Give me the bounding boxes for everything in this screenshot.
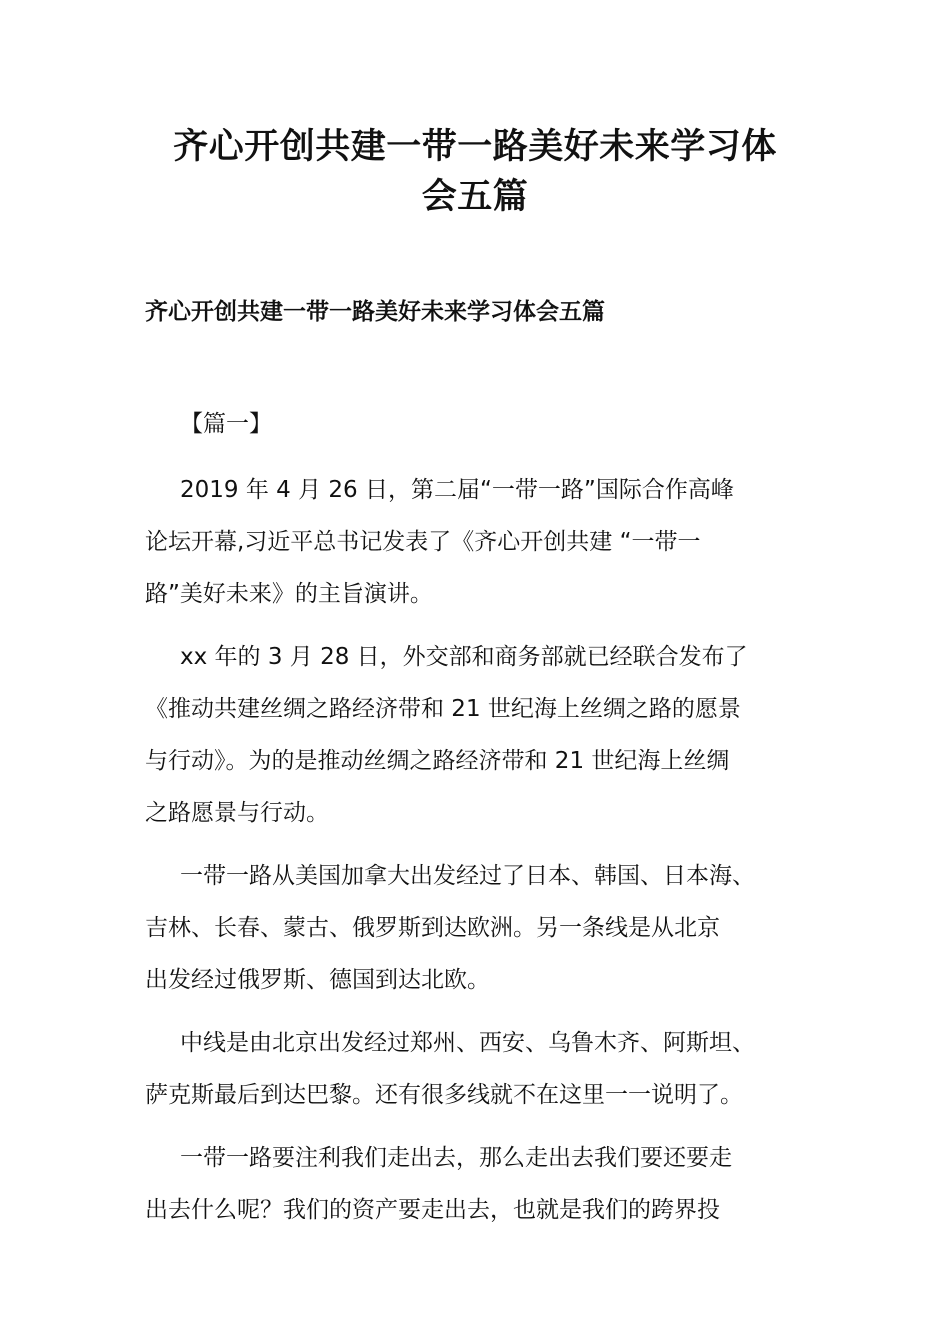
paragraph-line: 出发经过俄罗斯、德国到达北欧。 <box>145 967 490 993</box>
paragraph-line: 中线是由北京出发经过郑州、西安、乌鲁木齐、阿斯坦、 <box>180 1030 755 1056</box>
paragraph-1 <box>145 464 810 620</box>
paragraph-line: 之路愿景与行动。 <box>145 800 329 826</box>
document-body <box>145 404 810 1247</box>
paragraph-line: 2019 年 4 月 26 日，第二届“一带一路”国际合作高峰 <box>180 477 734 503</box>
paragraph-4 <box>145 1017 810 1121</box>
paragraph-line: 一带一路从美国加拿大出发经过了日本、韩国、日本海、 <box>180 863 755 889</box>
paragraph-line: 路”美好未来》的主旨演讲。 <box>145 581 433 607</box>
paragraph-3 <box>145 850 810 1006</box>
paragraph-line: 与行动》。为的是推动丝绸之路经济带和 21 世纪海上丝绸 <box>145 748 730 774</box>
paragraph-line: 萨克斯最后到达巴黎。还有很多线就不在这里一一说明了。 <box>145 1082 743 1108</box>
section-label: 【篇一】 <box>180 411 272 437</box>
title-line: 会五篇 <box>421 177 529 217</box>
paragraph-2 <box>145 631 810 839</box>
document-title <box>140 122 810 222</box>
paragraph-line: 《推动共建丝绸之路经济带和 21 世纪海上丝绸之路的愿景 <box>145 696 741 722</box>
paragraph-line: 一带一路要注利我们走出去，那么走出去我们要还要走 <box>180 1145 732 1171</box>
paragraph-line: 出去什么呢？我们的资产要走出去，也就是我们的跨界投 <box>145 1197 720 1223</box>
document-subtitle: 齐心开创共建一带一路美好未来学习体会五篇 <box>145 299 605 325</box>
title-line: 齐心开创共建一带一路美好未来学习体 <box>173 127 777 167</box>
paragraph-line: xx 年的 3 月 28 日，外交部和商务部就已经联合发布了 <box>180 644 748 670</box>
paragraph-line: 论坛开幕,习近平总书记发表了《齐心开创共建 “一带一 <box>145 529 701 555</box>
paragraph-line: 吉林、长春、蒙古、俄罗斯到达欧洲。另一条线是从北京 <box>145 915 720 941</box>
paragraph-5 <box>145 1132 810 1236</box>
